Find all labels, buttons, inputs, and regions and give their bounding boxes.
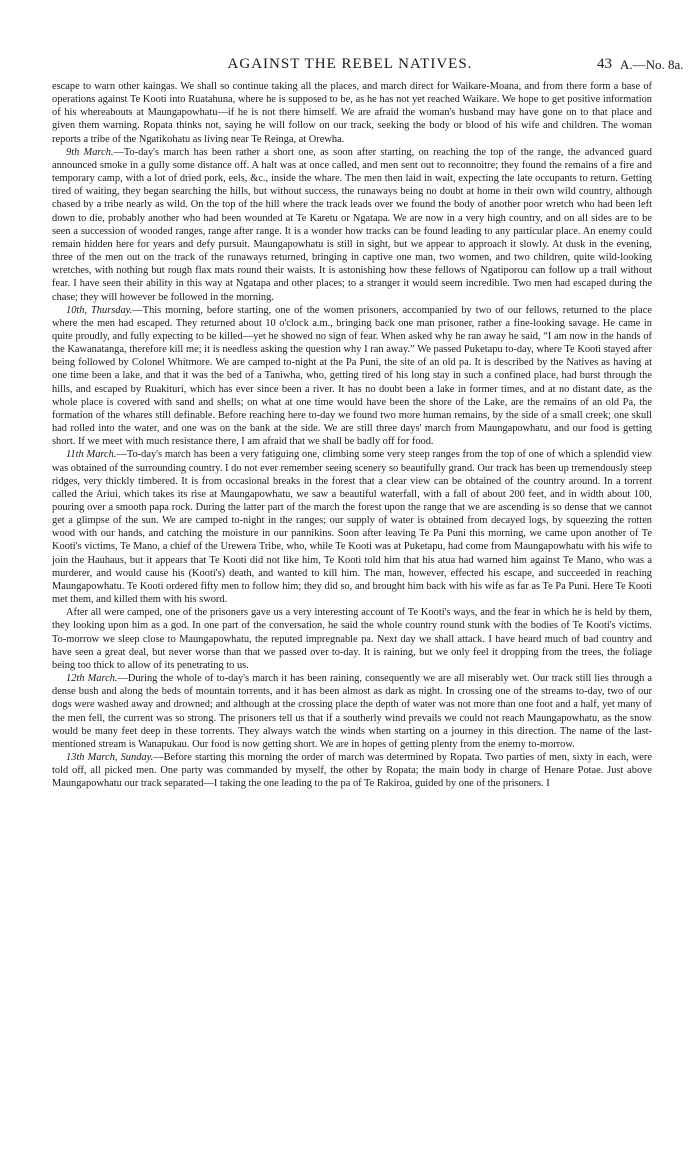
paragraph bbox=[52, 448, 652, 606]
entry-date: 13th March, Sunday. bbox=[66, 751, 154, 763]
body-text bbox=[52, 80, 652, 790]
paragraph-text: —This morning, before starting, one of the women prisoners, accompanied by two of our fellows, returned to the place where the men had escaped. They returned about 10 o'clock a.m., bringing back one man prisoner, rather a fine-looking savage. He came in quite proudly, and fully expecting to be killed—yet he showed no sign of fear. When asked why he ran away he said, “I am now in the hands of the Kawanatanga, therefore kill me; it is needless asking the question why I ran away.” We passed Puketapu to-day, where Te Kooti stayed after being followed by Colonel Whitmore. We are camped to-night at the Pa Puni, the site of an old pa. It is described by the Natives as having at one time been a lake, and that it was the bed of a Taniwha, who, getting tired of his long stay in such a confined place, had burst through the hills, and escaped by Ruakituri, which has ever since been a river. It has no doubt been a lake in former times, and at no distant date, as the whole place is covered with sand and shells; on what at one time would have been the shore of the Lake, are the remains of an old Pa, the formation of the whares still definable. Before reaching here to-day we found two more human remains, by the side of a small creek; one skull had rolled into the water, and one was on the bank at the side. We are still three days' march from Maungapowhatu, and our food is getting short. If we meet with much resistance there, I am afraid that we shall be badly off for food. bbox=[52, 304, 653, 448]
paragraph bbox=[52, 304, 652, 449]
paragraph-text: After all were camped, one of the prisoners gave us a very interesting account of Te Kooti's ways, and the fear in which he is held by them, they looking upon him as a god. In one part of the conversation, he said the whole country round stunk with the bodies of Te Kooti's victims. To-morrow we sleep close to Maungapowhatu, the reputed impregnable pa. Next day we shall attack. I have heard much of bad country and have seen a great deal, but never worse than that we passed over to-day. It is raining, but we only feel it dropping from the trees, the foliage being too thick to allow of its penetrating to us. bbox=[52, 607, 652, 671]
paragraph bbox=[52, 80, 652, 146]
running-title: AGAINST THE REBEL NATIVES. bbox=[227, 56, 473, 72]
paragraph-text: —Before starting this morning the order of march was determined by Ropata. Two parties of men, sixty in each, were told off, all picked men. One party was commanded by myself, the other by Ropata; the main body in charge of Henare Potae. Just above Maungapowhatu our track separated—I taking the one leading to the pa of Te Rakiroa, guided by one of the prisoners. I bbox=[52, 751, 652, 790]
paragraph bbox=[52, 672, 652, 751]
document-reference: A.—No. 8a. bbox=[620, 57, 684, 72]
entry-date: 10th, Thursday. bbox=[66, 304, 133, 316]
paragraph bbox=[52, 606, 652, 672]
paragraph-text: —To-day's march has been a very fatiguing one, climbing some very steep ranges from the top of one of which a splendid view was obtained of the surrounding country. I do not ever remember seeing scenery so beautifully grand. Our track has been up tremendously steep ridges, very thickly timbered. It is from occasional breaks in the forest that a clear view can be obtained of the country around. In a torrent called the Ariui, which takes its rise at Maungapowhatu, we saw a beautiful waterfall, with a fall of about 200 feet, and in width about 100, pouring over a smooth papa rock. During the latter part of the march the forest upon the range that we are ascending is so dense that we cannot get a glimpse of the sun. We are camped to-night in the ranges; our supply of water is obtained from decayed logs, by squeezing the rotten wood with our hands, and catching the moisture in our pannikins. Soon after leaving Te Pa Puni this morning, we came upon another of Te Kooti's victims, Te Mano, a chief of the Urewera Tribe, who, while Te Kooti was at Puketapu, had come from Maungapowhatu with his wife to join the Hauhaus, but it appears that Te Kooti did not like him, Te Kooti told him that his atua had warned him against Te Mano, who was a murderer, and would cause his (Kooti's) death, and wanted to kill him. The man, however, effected his escape, and succeeded in reaching Maungapowhatu. Te Kooti ordered fifty men to follow him; they did so, and brought him back with his wife as far as Te Pa Puni. Here Te Kooti met them, and killed them with his sword. bbox=[52, 449, 652, 606]
page-header bbox=[0, 56, 700, 76]
entry-date: 11th March. bbox=[66, 449, 117, 461]
paragraph-text: escape to warn other kaingas. We shall so continue taking all the places, and march direct for Waikare-Moana, and from there form a base of operations against Te Kooti into Ruatahuna, where he is supposed to be, as he has not yet reached Waikare. We hope to get positive information of his whereabouts at Maungapowhatu—if he is not there himself. We are afraid the woman's husband may have gone on to that place and given them warning. Ropata thinks not, saying he will follow on our track, seeking the body or blood of his wife and children. The woman reports a tribe of the Ngatikohatu as living near Te Reinga, at Orewha. bbox=[52, 81, 652, 145]
paragraph bbox=[52, 146, 652, 304]
entry-date: 9th March. bbox=[66, 146, 114, 158]
page-number: 43 bbox=[597, 56, 612, 72]
paragraph-text: —During the whole of to-day's march it has been raining, consequently we are all miserably wet. Our track still lies through a dense bush and along the beds of mountain torrents, and it has been almost as dark as night. In crossing one of the streams to-day, two of our dogs were washed away and drowned; and although at the crossing place the depth of water was not more than one foot and a half, yet many of the men fell, the current was so strong. The prisoners tell us that if a southerly wind prevails we could not reach Maungapowhatu, as the snow would be many feet deep in these torrents. They always watch the winds when starting on a journey in this direction. The name of the last-mentioned stream is Wanapukau. Our food is now getting short. We are in hopes of getting plenty from the enemy to-morrow. bbox=[52, 673, 653, 750]
entry-date: 12th March. bbox=[66, 673, 118, 685]
paragraph bbox=[52, 751, 652, 790]
paragraph-text: —To-day's march has been rather a short one, as soon after starting, on reaching the top of the range, the advanced guard announced smoke in a gully some distance off. A halt was at once called, and men sent out to reconnoitre; they found the remains of a fire and temporary camp, with a lot of dried pork, eels, &c., inside the whare. The men then laid in wait, expecting the late occupants to return. Getting tired of waiting, they began searching the hills, but without success, the runaways being no doubt at home in their own wild country, although chased by a tribe nearly as wild. On the top of the hill where the track leads over we found the body of another poor wretch who had been left down to die, probably another who had been wounded at Te Karetu or Ngatapa. We are now in a very high country, and on all sides are to be seen a succession of wooded ranges, range after range. It is a wonder how tracks can be found leading to any particular place. An enemy could remain hidden here for years and defy pursuit. Maungapowhatu is still in sight, but we appear to approach it slowly. At dusk in the evening, three of the men out on the track of the runaways returned, bringing in captive one man, two women, and two children, quite wild-looking wretches, with nothing but rough flax mats round their waists. It is astonishing how these fellows of Ngatiporou can follow up a trail without fear. I have seen their ability in this way at Ngatapa and other places; to a stranger it would seem incredible. Two men had escaped during the chase; they will however be followed in the morning. bbox=[52, 146, 652, 303]
